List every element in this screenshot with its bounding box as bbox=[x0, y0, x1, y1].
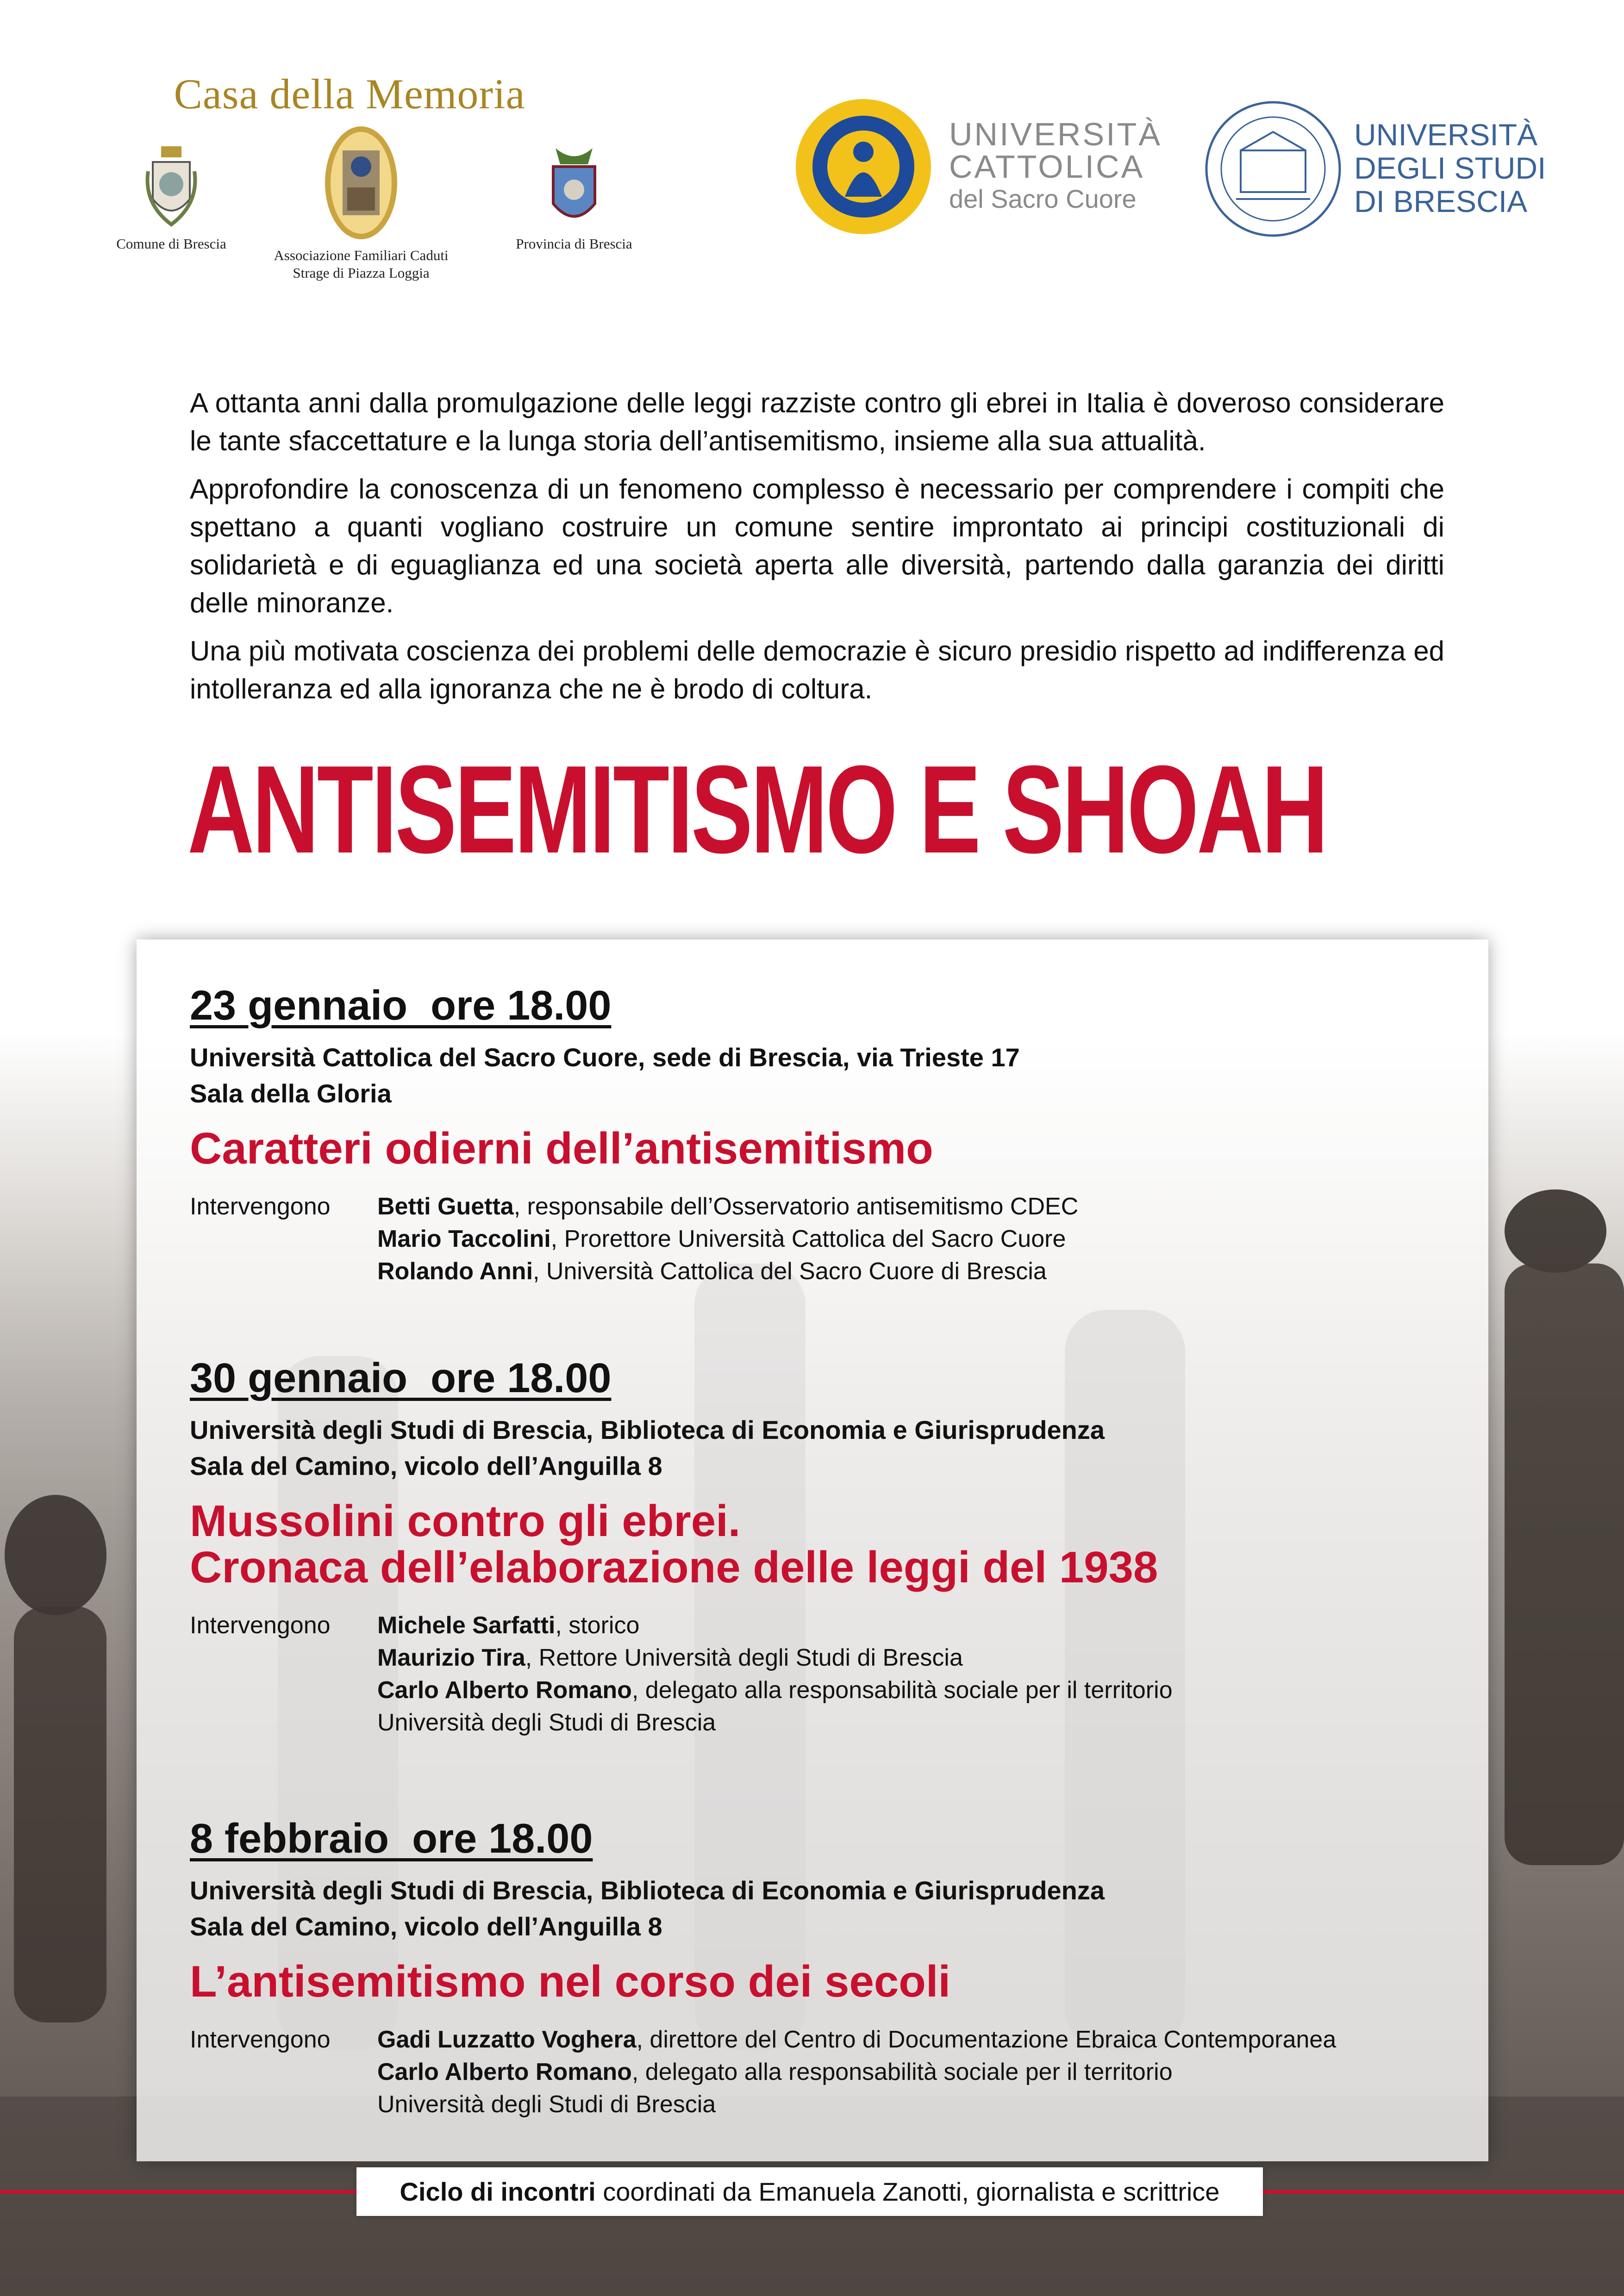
associazione-label-1: Associazione Familiari Caduti bbox=[274, 247, 449, 263]
associazione-logo bbox=[250, 123, 472, 282]
speaker bbox=[377, 1255, 1078, 1288]
speaker-role: , Università Cattolica del Sacro Cuore di Brescia bbox=[533, 1258, 1047, 1285]
event-venue-1: Università Cattolica del Sacro Cuore, sede di Brescia, via Trieste 17 bbox=[190, 1043, 1020, 1072]
piazza-loggia-oval-icon bbox=[322, 123, 400, 243]
event-venue-2: Sala del Camino, vicolo dell’Anguilla 8 bbox=[190, 1451, 662, 1481]
brescia-line2: DEGLI STUDI bbox=[1354, 151, 1546, 185]
speaker bbox=[377, 1609, 1173, 1642]
speaker-name: Maurizio Tira bbox=[377, 1644, 525, 1671]
intro-paragraph-1: A ottanta anni dalla promulgazione delle leggi razziste contro gli ebrei in Italia è doveroso considerare le tante sfaccettature e la lunga storia dell’antisemitismo, insieme alla sua attualità. bbox=[190, 387, 1444, 456]
event-title: L’antisemitismo nel corso dei secoli bbox=[190, 1957, 951, 2006]
speaker-role: , delegato alla responsabilità sociale per il territorio bbox=[631, 2059, 1173, 2085]
speaker-role: , direttore del Centro di Documentazione Ebraica Contemporanea bbox=[636, 2026, 1337, 2053]
speaker-name: Rolando Anni bbox=[377, 1258, 533, 1285]
speaker bbox=[377, 2056, 1336, 2088]
event-1 bbox=[190, 981, 1486, 1288]
speaker bbox=[377, 1674, 1173, 1706]
event-venue-2: Sala della Gloria bbox=[190, 1079, 392, 1108]
speaker-name: Carlo Alberto Romano bbox=[377, 1677, 632, 1704]
cattolica-wordmark bbox=[949, 118, 1162, 215]
event-3 bbox=[190, 1814, 1486, 2121]
brescia-university-seal-icon bbox=[1204, 100, 1343, 238]
casa-della-memoria-title: Casa della Memoria bbox=[174, 70, 525, 118]
comune-di-brescia-logo bbox=[102, 143, 241, 253]
provincia-di-brescia-logo bbox=[495, 143, 653, 253]
event-speakers bbox=[190, 1190, 1486, 1288]
comune-label: Comune di Brescia bbox=[116, 236, 226, 252]
cattolica-line3: del Sacro Cuore bbox=[949, 184, 1137, 213]
provincia-crest-icon bbox=[544, 143, 604, 231]
event-title: Caratteri odierni dell’antisemitismo bbox=[190, 1124, 933, 1173]
main-title: ANTISEMITISMO E SHOAH bbox=[187, 740, 1326, 879]
footer-text: coordinati da Emanuela Zanotti, giornalista e scrittrice bbox=[595, 2177, 1220, 2206]
event-venue-1: Università degli Studi di Brescia, Biblioteca di Economia e Giurisprudenza bbox=[190, 1415, 1105, 1444]
speaker-name: Betti Guetta bbox=[377, 1193, 514, 1220]
speaker-role: , storico bbox=[555, 1612, 640, 1639]
event-2 bbox=[190, 1354, 1486, 1739]
speaker-name: Carlo Alberto Romano bbox=[377, 2059, 632, 2085]
provincia-label: Provincia di Brescia bbox=[516, 236, 632, 252]
speaker-name: Gadi Luzzatto Voghera bbox=[377, 2026, 637, 2053]
speaker-role: , responsabile dell’Osservatorio antisemitismo CDEC bbox=[513, 1193, 1079, 1220]
cattolica-line1: UNIVERSITÀ bbox=[949, 116, 1162, 152]
speaker bbox=[377, 1223, 1078, 1255]
comune-crest-icon bbox=[144, 143, 199, 231]
event-venue-1: Università degli Studi di Brescia, Biblioteca di Economia e Giurisprudenza bbox=[190, 1876, 1105, 1905]
brescia-line1: UNIVERSITÀ bbox=[1354, 118, 1538, 152]
speaker-role: , Prorettore Università Cattolica del Sacro Cuore bbox=[550, 1226, 1066, 1252]
speaker-affiliation: Università degli Studi di Brescia bbox=[377, 2091, 716, 2118]
event-date: 8 febbraio ore 18.00 bbox=[190, 1816, 593, 1862]
event-venue-2: Sala del Camino, vicolo dell’Anguilla 8 bbox=[190, 1912, 662, 1941]
event-title-line-2: Cronaca dell’elaborazione delle leggi del 1938 bbox=[190, 1543, 1158, 1592]
speakers-label: Intervengono bbox=[190, 2026, 331, 2053]
cattolica-seal-icon bbox=[794, 97, 933, 236]
speaker bbox=[377, 1190, 1078, 1223]
footer-bold-text: Ciclo di incontri bbox=[400, 2177, 596, 2206]
intro-text bbox=[190, 384, 1444, 718]
event-date: 30 gennaio ore 18.00 bbox=[190, 1355, 612, 1401]
event-title-line-1: Mussolini contro gli ebrei. bbox=[190, 1496, 741, 1546]
speaker-role: , Rettore Università degli Studi di Brescia bbox=[525, 1644, 963, 1671]
speaker-affiliation: Università degli Studi di Brescia bbox=[377, 1709, 716, 1736]
speakers-label: Intervengono bbox=[190, 1193, 331, 1220]
speaker-role: , delegato alla responsabilità sociale per il territorio bbox=[631, 1677, 1173, 1704]
speaker bbox=[377, 2023, 1336, 2056]
event-speakers bbox=[190, 2023, 1486, 2121]
speaker-name: Mario Taccolini bbox=[377, 1226, 551, 1252]
intro-paragraph-2: Approfondire la conoscenza di un fenomeno complesso è necessario per comprendere i compiti che spettano a quanti vogliano costruire un comune sentire improntato ai principi costituzionali di solidarietà e di eguaglianza ed una società aperta alle diversità, partendo dalla garanzia dei diritti delle minoranze. bbox=[190, 473, 1444, 618]
cattolica-line2: CATTOLICA bbox=[949, 149, 1145, 185]
speakers-label: Intervengono bbox=[190, 1612, 331, 1639]
event-date: 23 gennaio ore 18.00 bbox=[190, 983, 612, 1029]
event-speakers bbox=[190, 1609, 1486, 1739]
intro-paragraph-3: Una più motivata coscienza dei problemi delle democrazie è sicuro presidio rispetto ad indifferenza ed intolleranza ed alla ignoranza che ne è brodo di coltura. bbox=[190, 635, 1444, 704]
brescia-line3: DI BRESCIA bbox=[1354, 184, 1528, 218]
associazione-label-2: Strage di Piazza Loggia bbox=[293, 265, 430, 281]
speaker bbox=[377, 1642, 1173, 1674]
footer-credit bbox=[356, 2167, 1263, 2216]
brescia-university-wordmark bbox=[1354, 118, 1546, 218]
speaker-name: Michele Sarfatti bbox=[377, 1612, 556, 1639]
